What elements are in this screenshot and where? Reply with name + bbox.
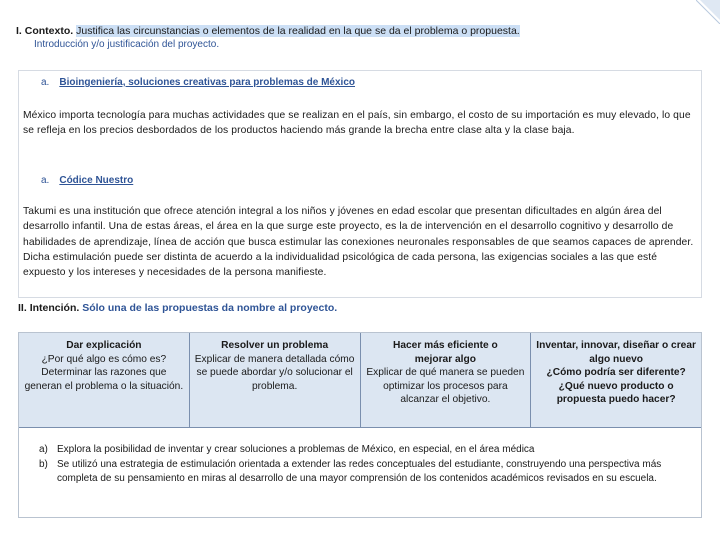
- subsection-b-title: Códice Nuestro: [59, 175, 134, 186]
- subsection-b-paragraph: Takumi es una institución que ofrece atención integral a los niños y jóvenes en edad escolar que presentan dificultades en algún área del desarrollo infantil. Una de estas áreas, el área en la que surge este proyecto, es la de intervención en el desarrollo cognitivo y desarrollo de habilidades de aprendizaje, línea de acción que busca estimular las conexiones neuronales responsables de que seamos capaces de aprender. Dicha estimulación puede ser distinta de acuerdo a la individualidad psicológica de cada persona, las exigencias sociales a las que esté expuesto y los intereses y necesidades de la persona manifieste.: [23, 206, 694, 279]
- option-heading: Resolver un problema: [221, 340, 329, 351]
- section2-instruction: Sólo una de las propuestas da nombre al proyecto.: [82, 302, 338, 314]
- context-box: [18, 70, 702, 298]
- section1-subtitle: Introducción y/o justificación del proyecto.: [34, 39, 220, 50]
- option-body: ¿Cómo podría ser diferente? ¿Qué nuevo producto o propuesta puedo hacer?: [546, 367, 686, 405]
- intention-option-create: [531, 333, 701, 428]
- subsection-a-paragraph: México importa tecnología para muchas actividades que se realizan en el país, sin embargo, el costo de su importación es muy elevado, lo que se refleja en los precios desbordados de los productos haciendo más grande la brecha entre clase alta y la clase baja.: [23, 110, 691, 137]
- intention-notes: [39, 443, 687, 487]
- option-heading: Dar explicación: [66, 340, 142, 351]
- option-heading: Hacer más eficiente o: [392, 340, 498, 351]
- intention-table: [18, 332, 702, 518]
- note-label: b): [39, 458, 48, 470]
- subsection-a-heading: [41, 77, 355, 88]
- section2-heading: [18, 302, 337, 314]
- intention-option-explain: [19, 333, 190, 428]
- subsection-a-label: a.: [41, 77, 50, 88]
- option-heading-line2: algo nuevo: [589, 353, 644, 365]
- note-text: Explora la posibilidad de inventar y crear soluciones a problemas de México, en especial, en el área médica: [57, 444, 535, 455]
- corner-decoration: [696, 0, 720, 24]
- list-item: [39, 458, 687, 487]
- subsection-a-title: Bioingeniería, soluciones creativas para problemas de México: [59, 77, 356, 88]
- section1-numeral: I.: [16, 25, 22, 37]
- section1-instruction: Justifica las circunstancias o elementos de la realidad en la que se da el problema o propuesta.: [76, 25, 520, 37]
- section2-title: Intención.: [29, 302, 80, 314]
- subsection-b-label: a.: [41, 175, 50, 186]
- section2-numeral: II.: [18, 302, 27, 314]
- section1-title: Contexto.: [24, 25, 74, 37]
- option-body: Explicar de manera detallada cómo se puede abordar y/o solucionar el problema.: [194, 353, 355, 392]
- section1-heading: [16, 24, 706, 38]
- intention-option-improve: [361, 333, 532, 428]
- note-label: a): [39, 444, 48, 455]
- option-heading: Inventar, innovar, diseñar o crear: [536, 340, 696, 351]
- note-text: Se utilizó una estrategia de estimulación orientada a extender las redes conceptuales del estudiante, construyendo una perspectiva más completa de su pensamiento en miras al desarrollo de una mayor comprensión de los contenidos académicos revisados en su escuela.: [57, 458, 662, 484]
- intention-columns: [19, 333, 701, 428]
- option-body: ¿Por qué algo es cómo es? Determinar las razones que generan el problema o la situación.: [24, 353, 184, 392]
- list-item: [39, 443, 687, 458]
- option-body: Explicar de qué manera se pueden optimizar los procesos para alcanzar el objetivo.: [366, 367, 525, 405]
- intention-option-solve: [190, 333, 361, 428]
- subsection-b-heading: [41, 175, 133, 186]
- option-heading-line2: mejorar algo: [414, 353, 476, 365]
